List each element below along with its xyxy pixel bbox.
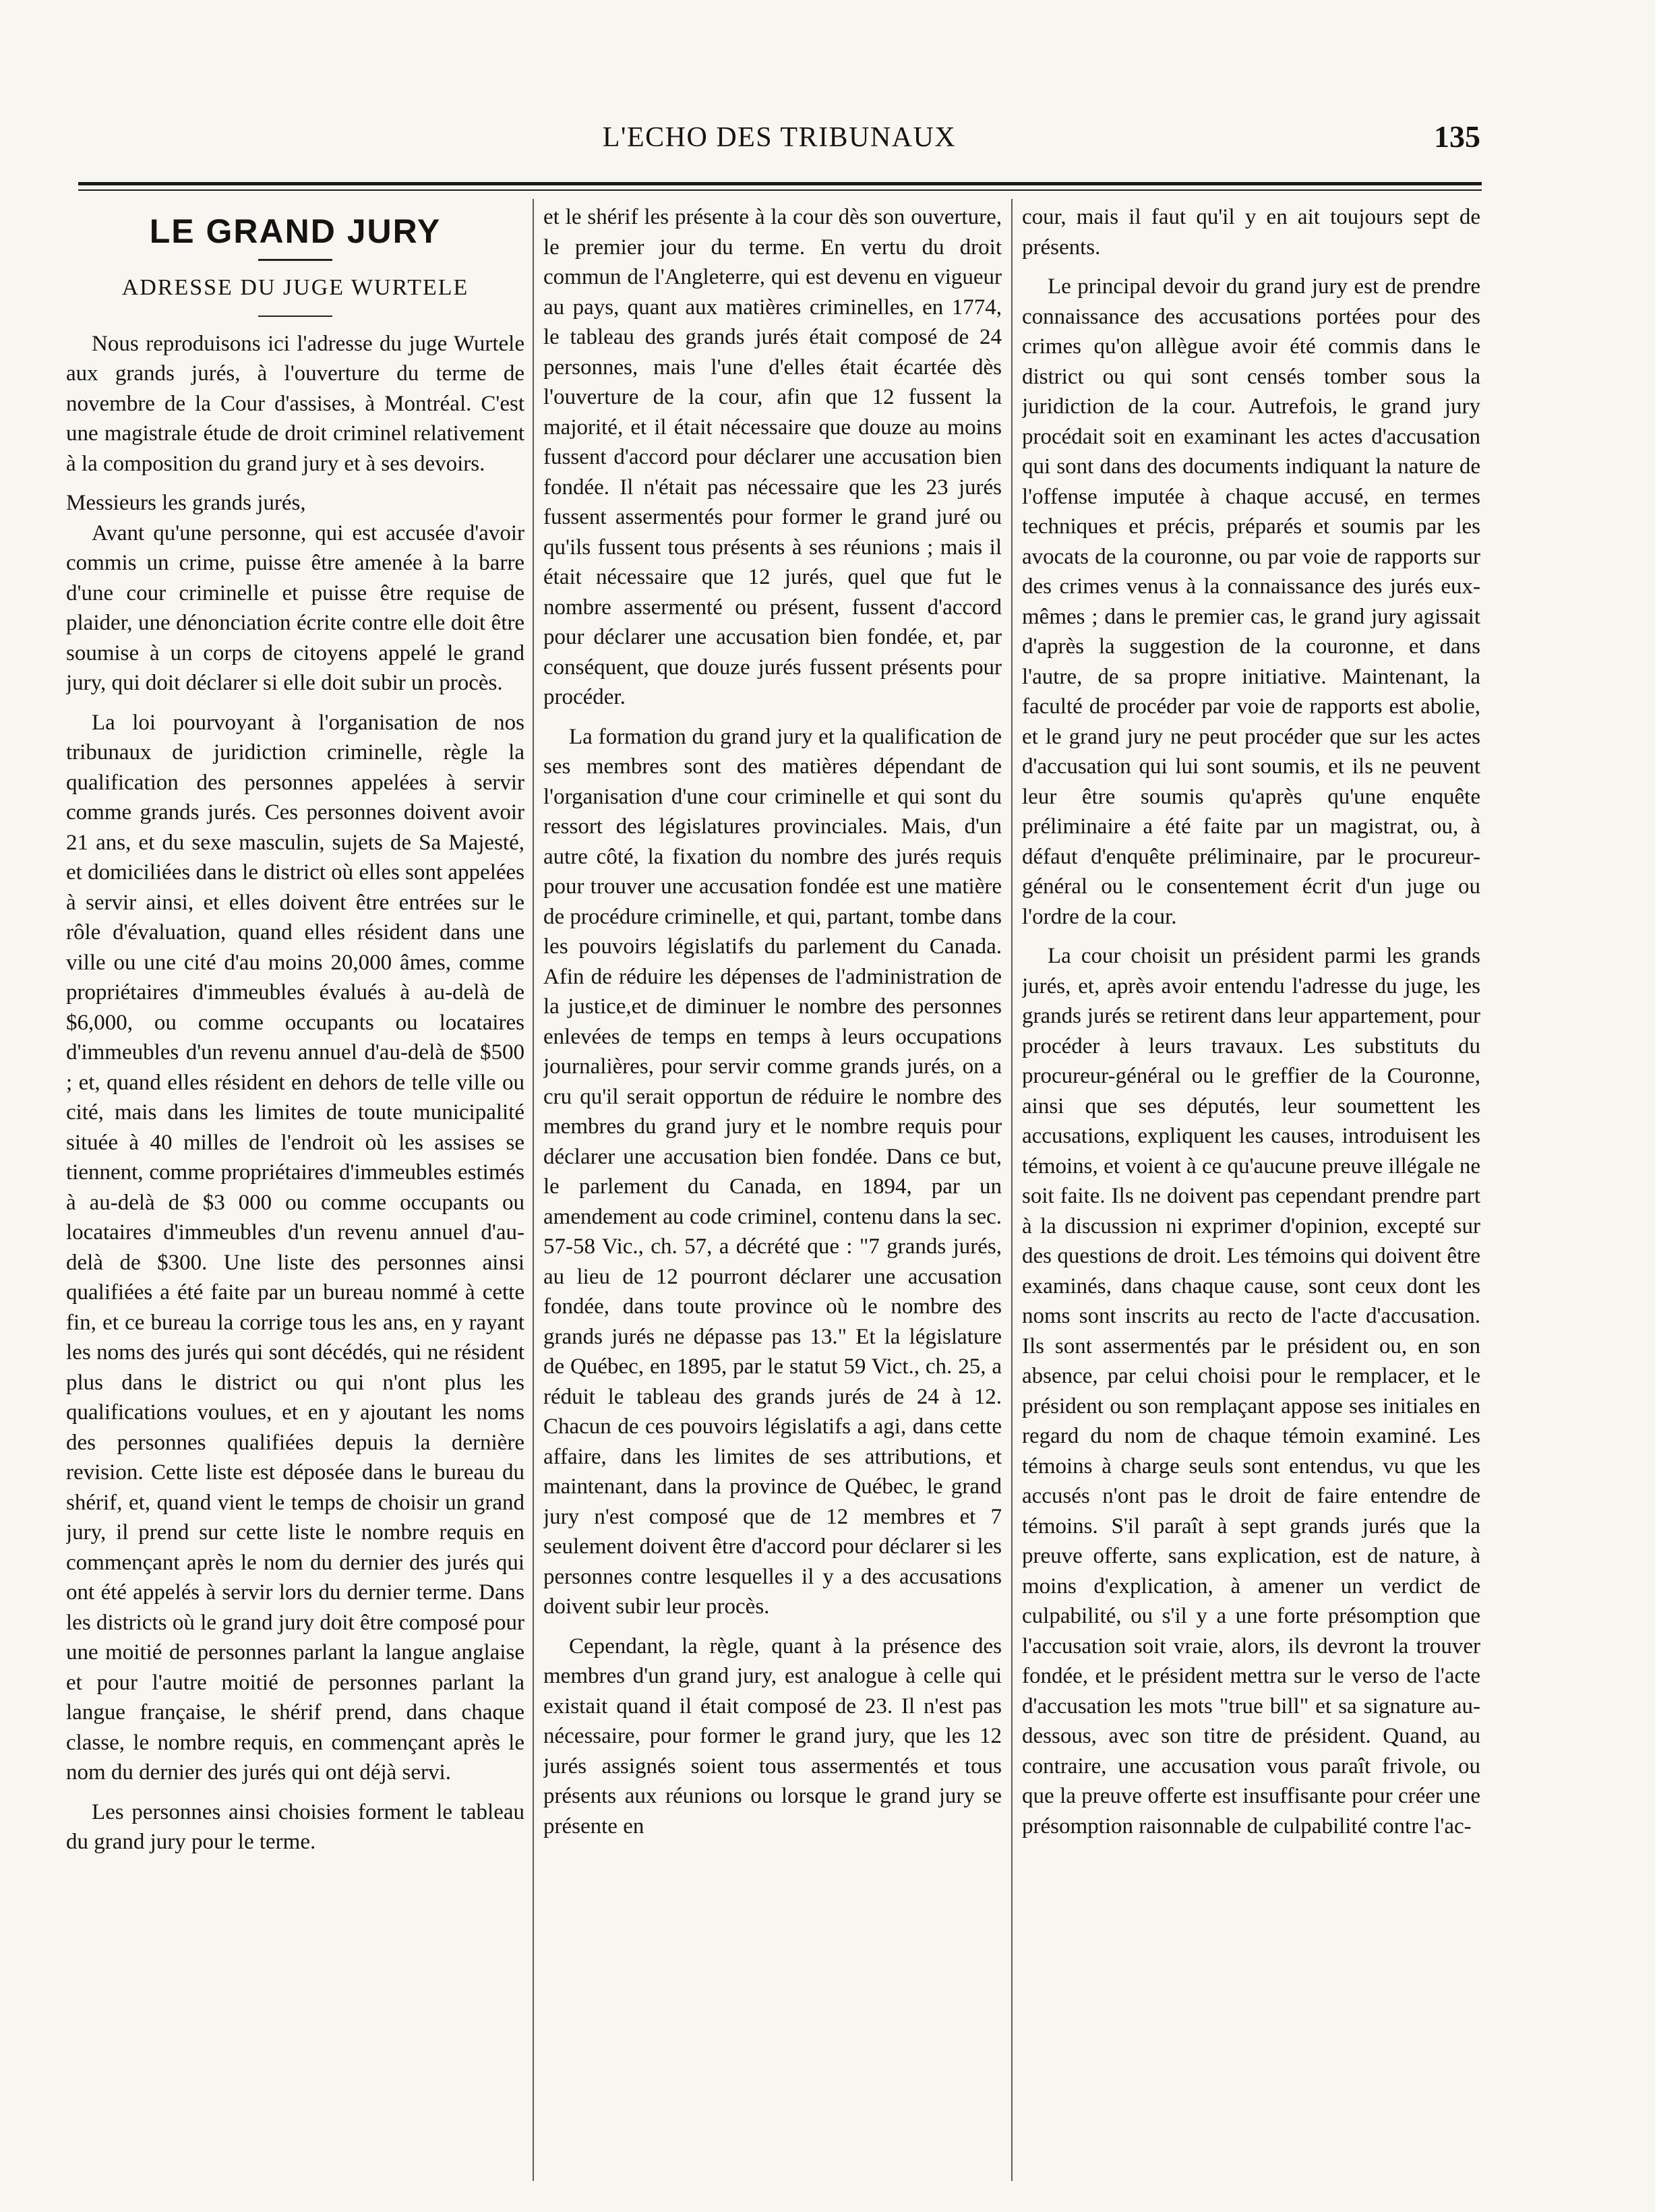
paragraph: cour, mais il faut qu'il y en ait toujours sept de présents.	[1022, 205, 1480, 260]
title-rule	[258, 259, 332, 261]
page-header	[78, 115, 1480, 169]
salutation: Messieurs les grands jurés,	[66, 491, 306, 515]
paragraph: Avant qu'une personne, qui est accusée d'avoir commis un crime, puisse être amenée à la barre d'une cour criminelle et puisse être requise de plaider, une dénonciation écrite contre elle doit être soumise à un corps de citoyens appelé le grand jury, qui doit déclarer si elle doit subir un procès.	[66, 520, 524, 695]
article-title: LE GRAND JURY	[149, 212, 442, 250]
paragraph: Les personnes ainsi choisies forment le tableau du grand jury pour le terme.	[66, 1799, 524, 1854]
running-title: L'ECHO DES TRIBUNAUX	[602, 122, 957, 153]
paragraph: Nous reproduisons ici l'adresse du juge Wurtele aux grands jurés, à l'ouverture du terme de novembre de la Cour d'assises, à Montréal. C'est une magistrale étude de droit criminel relativement à la composition du grand jury et à ses devoirs.	[66, 331, 524, 476]
page-number: 135	[1434, 119, 1480, 154]
column-2	[543, 202, 1002, 2178]
column-divider-2	[1011, 199, 1013, 2181]
paragraph: et le shérif les présente à la cour dès son ouverture, le premier jour du terme. En vertu du droit commun de l'Angleterre, qui est devenu en vigueur au pays, quant aux matières criminelles, en 1774, le tableau des grands jurés était composé de 24 personnes, mais l'une d'elles était écartée dès l'ouverture de la cour, afin que 12 fussent la majorité, et il était nécessaire que douze au moins fussent d'accord pour déclarer une accusation bien fondée. Il n'était pas nécessaire que les 23 jurés fussent assermentés pour former le grand juré ou qu'ils fussent tous présents à ses réunions ; mais il était nécessaire que 12 jurés, quel que fut le nombre assermenté ou présent, fussent d'accord pour déclarer une accusation bien fondée, et, par conséquent, que douze jurés fussent présents pour procéder.	[543, 205, 1002, 709]
column-1	[66, 202, 524, 2178]
paragraph: Cependant, la règle, quant à la présence des membres d'un grand jury, est analogue à celle qui existait quand il était composé de 23. Il n'est pas nécessaire, pour former le grand jury, que les 12 jurés assignés soient tous assermentés et tous présents aux réunions ou lorsque le grand jury se présente en	[543, 1634, 1002, 1839]
column-divider-1	[533, 199, 534, 2181]
paragraph: Le principal devoir du grand jury est de prendre connaissance des accusations portées pour des crimes qu'on allègue avoir été commis dans le district ou qui sont censés tomber sous la juridiction de la cour. Autrefois, le grand jury procédait soit en examinant les actes d'accusation qui sont dans des documents indiquant la nature de l'offense imputée à chaque accusé, en termes techniques et précis, préparés et soumis par les avocats de la couronne, ou par voie de rapports sur des crimes venus à la connaissance des jurés eux-mêmes ; dans le premier cas, le grand jury agissait d'après la suggestion de la couronne, et dans l'autre, de sa propre initiative. Maintenant, la faculté de procéder par voie de rapports est abolie, et le grand jury ne peut procéder que sur les actes d'accusation qui lui sont soumis, et ils ne peuvent leur être soumis qu'après qu'une enquête préliminaire a été faite par un magistrat, ou, à défaut d'enquête préliminaire, par le procureur-général ou le consentement écrit d'un juge ou l'ordre de la cour.	[1022, 274, 1480, 929]
column-3	[1022, 202, 1480, 2178]
subtitle-rule	[258, 316, 332, 317]
paragraph: La cour choisit un président parmi les grands jurés, et, après avoir entendu l'adresse du juge, les grands jurés se retirent dans leur appartement, pour procéder à leurs travaux. Les substituts du procureur-général ou le greffier de la Couronne, ainsi que ses députés, leur soumettent les accusations, expliquent les causes, introduisent les témoins, et voient à ce qu'aucune preuve illégale ne soit faite. Ils ne doivent pas cependant prendre part à la discussion ni exprimer d'opinion, excepté sur des questions de droit. Les témoins qui doivent être examinés, dans chaque cause, sont ceux dont les noms sont inscrits au recto de l'acte d'accusation. Ils sont assermentés par le président ou, en son absence, par celui choisi pour le remplacer, et le président ou son remplaçant appose ses initiales en regard du nom de chaque témoin examiné. Les témoins à charge seuls sont entendus, vu que les accusés n'ont pas le droit de faire entendre de témoins. S'il paraît à sept grands jurés que la preuve offerte, sans explication, est de nature, à moins d'explication, à amener un verdict de culpabilité, ou s'il y a une forte présomption que l'accusation soit vraie, alors, ils devront la trouver fondée, et le président mettra sur le verso de l'acte d'accusation les mots "true bill" et sa signature au-dessous, avec son titre de président. Quand, au contraire, une accusation vous paraît frivole, ou que la preuve offerte est insuffisante pour créer une présomption raisonnable de culpabilité contre l'ac-	[1022, 944, 1480, 1839]
paragraph: La formation du grand jury et la qualification de ses membres sont des matières dépendant de l'organisation d'une cour criminelle et qui sont du ressort des législatures provinciales. Mais, d'un autre côté, la fixation du nombre des jurés requis pour trouver une accusation fondée est une matière de procédure criminelle, et qui, partant, tombe dans les pouvoirs législatifs du parlement du Canada. Afin de réduire les dépenses de l'administration de la justice,et de diminuer le nombre des personnes enlevées de temps en temps à leurs occupations journalières, pour servir comme grands jurés, on a cru qu'il serait opportun de réduire le nombre des membres du grand jury et le nombre requis pour déclarer une accusation bien fondée. Dans ce but, le parlement du Canada, en 1894, par un amendement au code criminel, contenu dans la sec. 57-58 Vic., ch. 57, a décrété que : "7 grands jurés, au lieu de 12 pourront déclarer une accusation fondée, dans toute province où le nombre des grands jurés ne dépasse pas 13." Et la législature de Québec, en 1895, par le statut 59 Vict., ch. 25, a réduit le tableau des grands jurés de 24 à 12. Chacun de ces pouvoirs législatifs a agi, dans cette affaire, dans les limites de ses attributions, et maintenant, dans la province de Québec, le grand jury n'est composé que de 12 membres et 7 seulement doivent être d'accord pour déclarer si les personnes contre lesquelles il y a des accusations doivent subir leur procès.	[543, 724, 1002, 1619]
paragraph: La loi pourvoyant à l'organisation de nos tribunaux de juridiction criminelle, règle la qualification des personnes appelées à servir comme grands jurés. Ces personnes doivent avoir 21 ans, et du sexe masculin, sujets de Sa Majesté, et domiciliées dans le district où elles sont appelées à servir ainsi, et elles doivent être entrées sur le rôle d'évaluation, quand elles résident dans une ville ou une cité d'au moins 20,000 âmes, comme propriétaires d'immeubles évalués à au-delà de $6,000, ou comme occupants ou locataires d'immeubles d'un revenu annuel d'au-delà de $500 ; et, quand elles résident en dehors de telle ville ou cité, mais dans les limites de toute municipalité située à 40 milles de l'endroit où les assises se tiennent, comme propriétaires d'immeubles estimés à au-delà de $3 000 ou comme occupants ou locataires d'immeubles d'un revenu annuel d'au-delà de $300. Une liste des personnes ainsi qualifiées a été faite par un bureau nommé à cette fin, et ce bureau la corrige tous les ans, en y rayant les noms des jurés qui sont décédés, qui ne résident plus dans le district ou qui n'ont plus les qualifications voulues, et en y ajoutant les noms des personnes qualifiées depuis la dernière revision. Cette liste est déposée dans le bureau du shérif, et, quand vient le temps de choisir un grand jury, il prend sur cette liste le nombre requis en commençant après le nom du dernier des jurés qui ont été appelés à servir lors du dernier terme. Dans les districts où le grand jury doit être composé pour une moitié de personnes parlant la langue anglaise et pour l'autre moitié de personnes parlant la langue française, le shérif prend, dans chaque classe, le nombre requis, en commençant après le nom du dernier des jurés qui ont déjà servi.	[66, 710, 524, 1785]
header-rule-thin	[78, 189, 1482, 191]
article-subtitle: ADRESSE DU JUGE WURTELE	[121, 275, 469, 300]
header-rule-thick	[78, 182, 1482, 185]
